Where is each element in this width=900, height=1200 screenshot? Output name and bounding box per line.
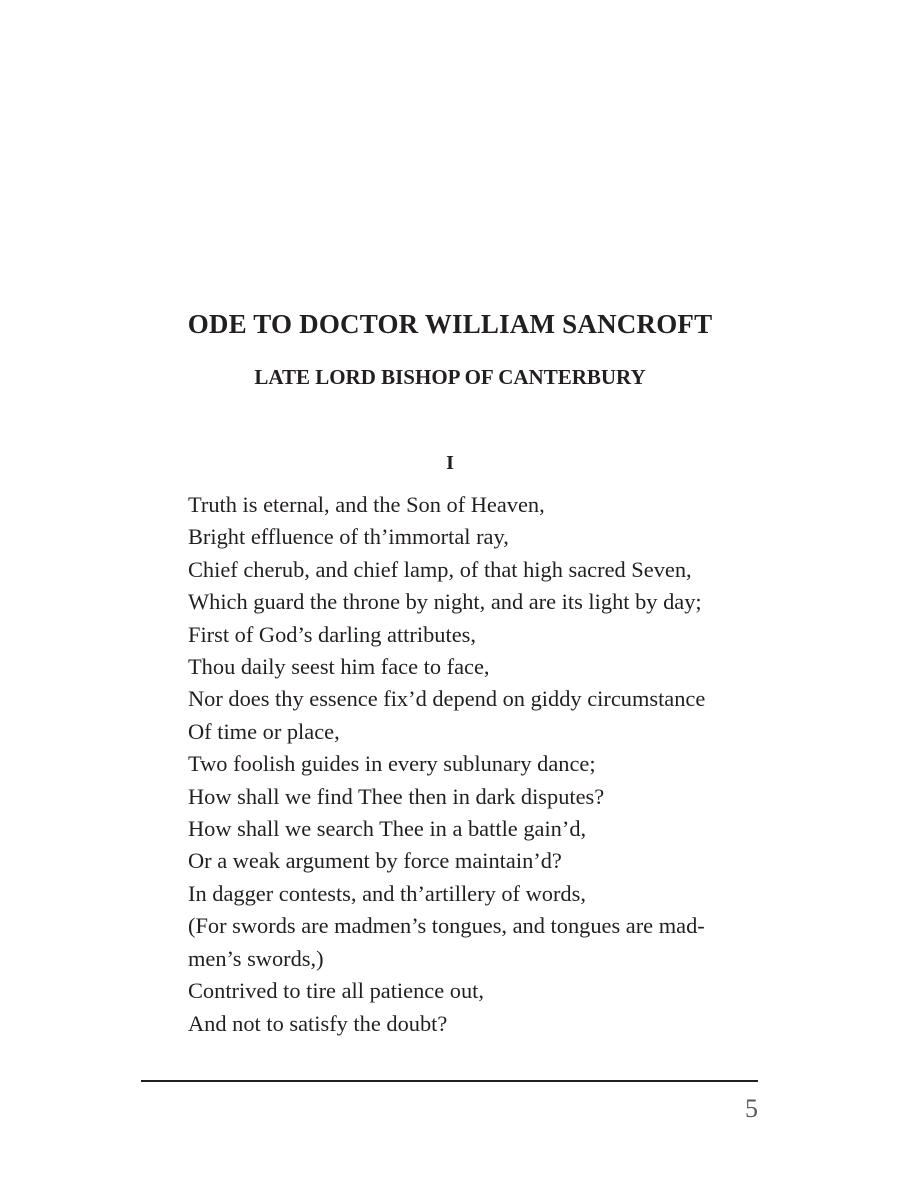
verse-line: First of God’s darling attributes, xyxy=(188,621,476,647)
verse-line: Thou daily seest him face to face, xyxy=(188,654,490,680)
stanza-lines xyxy=(188,489,768,1040)
verse-line: (For swords are madmen’s tongues, and tongues are mad- xyxy=(188,913,705,939)
page-number: 5 xyxy=(745,1094,758,1123)
verse-line: In dagger contests, and th’artillery of words, xyxy=(188,880,586,906)
footer-rule xyxy=(141,1080,758,1082)
verse-line: How shall we find Thee then in dark disputes? xyxy=(188,783,605,809)
verse-line: How shall we search Thee in a battle gain’d, xyxy=(188,816,587,842)
stanza-number: I xyxy=(446,452,454,474)
verse-line: Contrived to tire all patience out, xyxy=(188,978,484,1004)
verse-line: Which guard the throne by night, and are its light by day; xyxy=(188,589,702,615)
verse-line: Bright effluence of th’immortal ray, xyxy=(188,524,509,550)
poem-title: ODE TO DOCTOR WILLIAM SANCROFT xyxy=(187,309,713,339)
verse-line: And not to satisfy the doubt? xyxy=(188,1010,448,1036)
verse-line: Chief cherub, and chief lamp, of that high sacred Seven, xyxy=(188,556,692,582)
verse-line: Truth is eternal, and the Son of Heaven, xyxy=(188,492,545,517)
verse-line: Or a weak argument by force maintain’d? xyxy=(188,848,562,874)
verse-line: men’s swords,) xyxy=(188,945,324,971)
verse-line: Nor does thy essence fix’d depend on giddy circumstance xyxy=(188,686,706,712)
verse-line: Of time or place, xyxy=(188,718,340,744)
verse-line: Two foolish guides in every sublunary dance; xyxy=(188,751,596,777)
poem-subtitle: LATE LORD BISHOP OF CANTERBURY xyxy=(254,365,646,389)
